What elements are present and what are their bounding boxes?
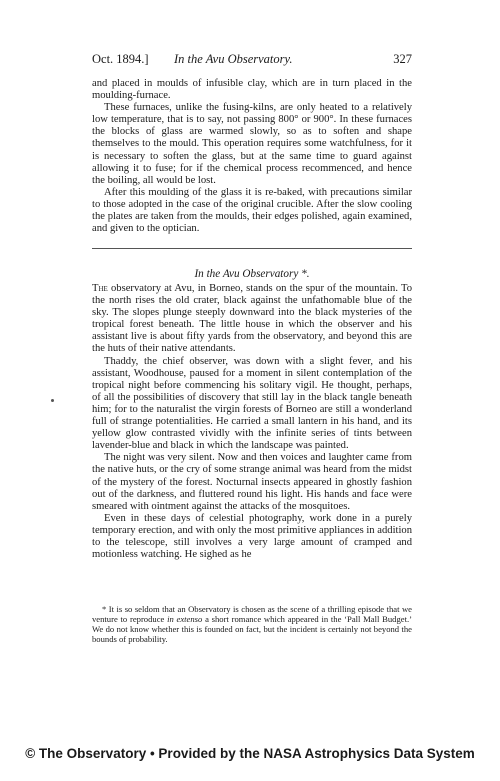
- footnote-text-part: a short romance which appeared in the ‘Pall Mall Budget.’ We do not know whether this is founded on fact, but the incident is certainly not beyond the bounds of probability.: [92, 614, 412, 644]
- paragraph: The night was very silent. Now and then voices and laughter came from the native huts, or the cry of some strange animal was heard from the midst of the mystery of the forest. Nocturnal insects appeared in ghostly fashion out of the darkness, and fluttered round his light. His hands and face were smeared with ointment against the attacks of the mosquitoes.: [92, 452, 412, 512]
- paragraph: These furnaces, unlike the fusing-kilns, are only heated to a relatively low temperature, that is to say, not passing 800° or 900°. In these furnaces the blocks of glass are warmed slowly, so as to soften and shape themselves to the mould. This operation requires some watchfulness, for it is necessary to soften the glass, but at the same time to guard against allowing it to fuse; for if the chemical process recommenced, and hence the boiling, all would be lost.: [92, 102, 412, 186]
- section-divider: [92, 248, 412, 249]
- running-header: [92, 51, 412, 67]
- paragraph: Thaddy, the chief observer, was down with a slight fever, and his assistant, Woodhouse, paused for a moment in silent contemplation of the tropical night before commencing his solitary vigil. He thought, perhaps, of all the possibilities of discovery that still lay in the black tangle beneath him; for to the naturalist the virgin forests of Borneo are still a wonderland full of strange potentialities. He carried a small lantern in his hand, and its yellow glow contrasted vividly with the infinite series of tints between lavender-blue and black in which the landscape was painted.: [92, 355, 412, 452]
- footnote: [92, 604, 412, 644]
- page-number: 327: [393, 52, 412, 66]
- header-date: Oct. 1894.]: [92, 52, 149, 66]
- footnote-text: [92, 604, 412, 644]
- paragraph: and placed in moulds of infusible clay, which are in turn placed in the moulding-furnace.: [92, 78, 412, 102]
- footnote-text-part: * It is so seldom that an Observatory is chosen as the scene of a thrilling episode that we venture to reproduce: [92, 604, 412, 624]
- header-title: In the Avu Observatory.: [174, 52, 293, 66]
- paragraph: [92, 283, 412, 356]
- article-body: [92, 283, 412, 561]
- ads-footer: © The Observatory • Provided by the NASA Astrophysics Data System: [25, 746, 475, 761]
- paragraph: Even in these days of celestial photography, work done in a purely temporary erection, and with only the most primitive appliances in addition to the telescope, still involves a very large amount of cramped and motionless watching. He sighed as he: [92, 512, 412, 561]
- paragraph: After this moulding of the glass it is re-baked, with precautions similar to those adopted in the case of the original crucible. After the slow cooling the plates are taken from the moulds, their edges polished, again examined, and given to the optician.: [92, 186, 412, 235]
- drop-word: The: [92, 283, 108, 294]
- footnote-emphasis: in extenso: [167, 614, 203, 624]
- margin-mark: [51, 399, 54, 402]
- article-continuation: [92, 78, 412, 235]
- paragraph-text: observatory at Avu, in Borneo, stands on the spur of the mountain. To the north rises the old crater, black against the unfathomable blue of the sky. The slopes plunge steeply downward into the black mysteries of the tropical forest beneath. The little house in which the observer and his assistant live is about fifty yards from the observatory, and beyond this are the huts of their native attendants.: [92, 283, 412, 355]
- section-title: In the Avu Observatory *.: [194, 268, 310, 280]
